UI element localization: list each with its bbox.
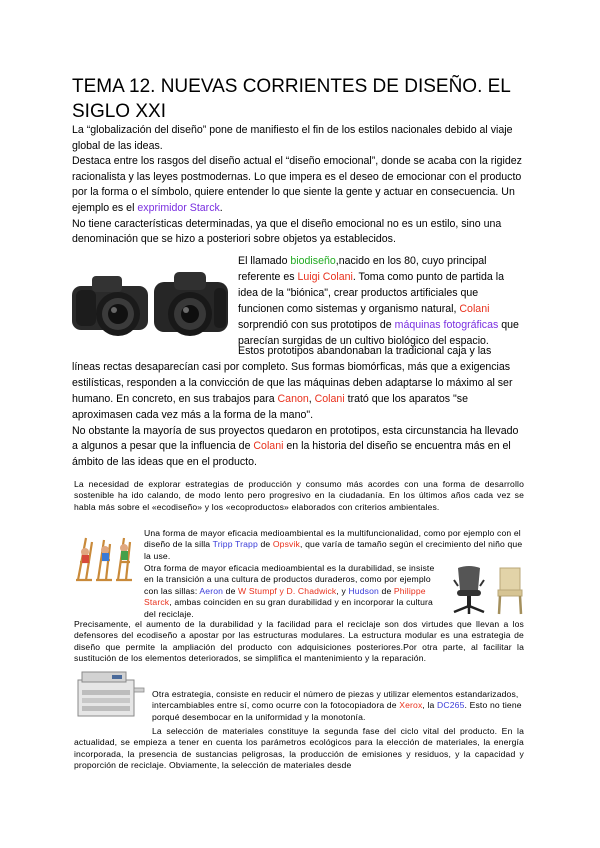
biodiseno-paragraph-top: El llamado biodiseño,nacido en los 80, cuyo principal referente es Luigi Colani. Toma como punto de partida la idea de la "biónica", crear productos artificiales que funcionen como sistemas y organismo natural, Colani sorprendió con sus prototipos de máquinas fotográficas que parecían surgidas de un cultivo biológico del espacio. [238, 255, 519, 347]
colani-link-3[interactable]: Colani [253, 440, 284, 453]
stumpf-chadwick-link[interactable]: W Stumpf y D. Chadwick [238, 585, 337, 596]
camera-image [70, 268, 230, 344]
biodiseno-paragraph-bottom [72, 344, 524, 471]
opsvik-link[interactable]: Opsvik [272, 539, 301, 550]
canon-link[interactable]: Canon [277, 392, 309, 405]
ecodiseno-paragraph-5: Otra estrategia, consiste en reducir el número de piezas y utilizar elementos estandarizados, intercambiables entre sí, como ocurre con la fotocopiadora de Xerox, la DC265. Esto no tiene porqué desembocar en la uniformidad y la monotonía. [152, 689, 522, 722]
ecodiseno-paragraph-6: La selección de materiales constituye la segunda fase del ciclo vital del producto. En la actualidad, se empieza a tener en cuenta los parámetros ecológicos para la elección de materiales, la energía incorporada, la presencia de sustancias peligrosas, la producción de emisiones y residuos, y la capacidad y proporción de reciclaje. Obviamente, la selección de materiales desde [74, 726, 524, 771]
exprimidor-starck-link[interactable]: exprimidor Starck [137, 201, 220, 214]
luigi-colani-link[interactable]: Luigi Colani [297, 270, 353, 283]
intro-paragraph-2: Destaca entre los rasgos del diseño actual el “diseño emocional”, donde se acaba con la rigidez racionalista y las leyes postmodernas. Lo que impera es el deseo de emocionar con el producto por la forma o el símbolo, quiere entender lo que siente la gente y actuar en consecuencia. Un ejemplo es el exprimidor Starck. [72, 155, 522, 214]
xerox-link[interactable]: Xerox [399, 700, 423, 711]
intro-paragraph-3: No tiene características determinadas, ya que el diseño emocional no es un estilo, sino una denominación que se hizo a posteriori sobre objetos ya establecidos. [72, 217, 502, 246]
philippe-starck-link[interactable]: Philippe Starck [144, 585, 426, 608]
photocopier-image [72, 666, 146, 720]
colani-link-1[interactable]: Colani [459, 302, 490, 315]
ecodiseno-paragraph-3-top: Otra forma de mayor eficacia medioambiental es la durabilidad, se insiste en la transición a una cultura de productos duraderos, como por ejemplo con las sillas: Aeron de W Stumpf y D. Chadwick, y Hudson de Philippe Starck, ambas coinciden en su gran durabilidad y en incorporar la cultura del reciclaje. [144, 563, 435, 619]
ecodiseno-paragraph-2: Una forma de mayor eficacia medioambiental es la multifuncionalidad, como por ejemplo con el diseño de la silla Tripp Trapp de Opsvik, que varía de tamaño según el crecimiento del niño que la use. [144, 528, 523, 561]
hudson-chair-image [496, 566, 524, 616]
intro-section [72, 123, 524, 248]
biodiseno-line-prototypes: Estos prototipos abandonaban la tradicional caja y las [238, 345, 492, 357]
tripp-trapp-link[interactable]: Tripp Trapp [212, 539, 258, 550]
aeron-link[interactable]: Aeron [199, 585, 224, 596]
aeron-chair-image [450, 564, 488, 616]
biodiseno-paragraph-2: No obstante la mayoría de sus proyectos quedaron en prototipos, esta circunstancia ha llevado a algunos a pesar que la influencia de Colani en la historia del diseño se encuentra más en el ámbito de las ideas que en el producto. [72, 424, 519, 469]
ecodiseno-paragraph-4: Precisamente, el aumento de la durabilidad y la facilidad para el reciclaje son dos virtudes que llevan a los defensores del ecodiseño a apostar por las estructuras modulares. La estructura modular es una estrategia de diseño que permite la ampliación del producto con adquisiciones posteriores.Por otra parte, al facilitar la sustitución de los elementos deteriorados, se simplifica el mantenimiento y la reparación. [74, 619, 524, 664]
page-title: TEMA 12. NUEVAS CORRIENTES DE DISEÑO. EL SIGLO XXI [72, 76, 511, 122]
dc265-link[interactable]: DC265 [437, 700, 465, 711]
maquinas-fotograficas-link[interactable]: máquinas fotográficas [394, 318, 499, 331]
biodiseno-continuation: líneas rectas desaparecían casi por completo. Sus formas biomórficas, más que a exigencias estilísticas, responden a la convicción de que las máquinas deben adaptarse lo máximo al ser humano. En concreto, en sus trabajos para Canon, Colani trató que los aparatos "se aproximasen cada vez más a la forma de la mano". [72, 360, 513, 421]
colani-link-2[interactable]: Colani [314, 392, 345, 405]
ecodiseno-paragraph-1: La necesidad de explorar estrategias de producción y consumo más acordes con una forma de desarrollo sostenible ha ido calando, de modo lento pero progresivo en la ciudadanía. En los últimos años cada vez se habla más sobre el «ecodiseño» y los «ecoproductos» elaborados con criterios ambientales. [74, 479, 524, 512]
tripp-trapp-chair-image [72, 532, 138, 584]
biodiseno-link[interactable]: biodiseño [290, 255, 336, 267]
hudson-link[interactable]: Hudson [348, 585, 379, 596]
biodiseno-text-continues: que parecían surgidas de un cultivo biológico del espacio. [238, 318, 519, 347]
intro-paragraph-1: La “globalización del diseño” pone de manifiesto el fin de los estilos nacionales debido al viaje global de las ideas. [72, 124, 513, 152]
